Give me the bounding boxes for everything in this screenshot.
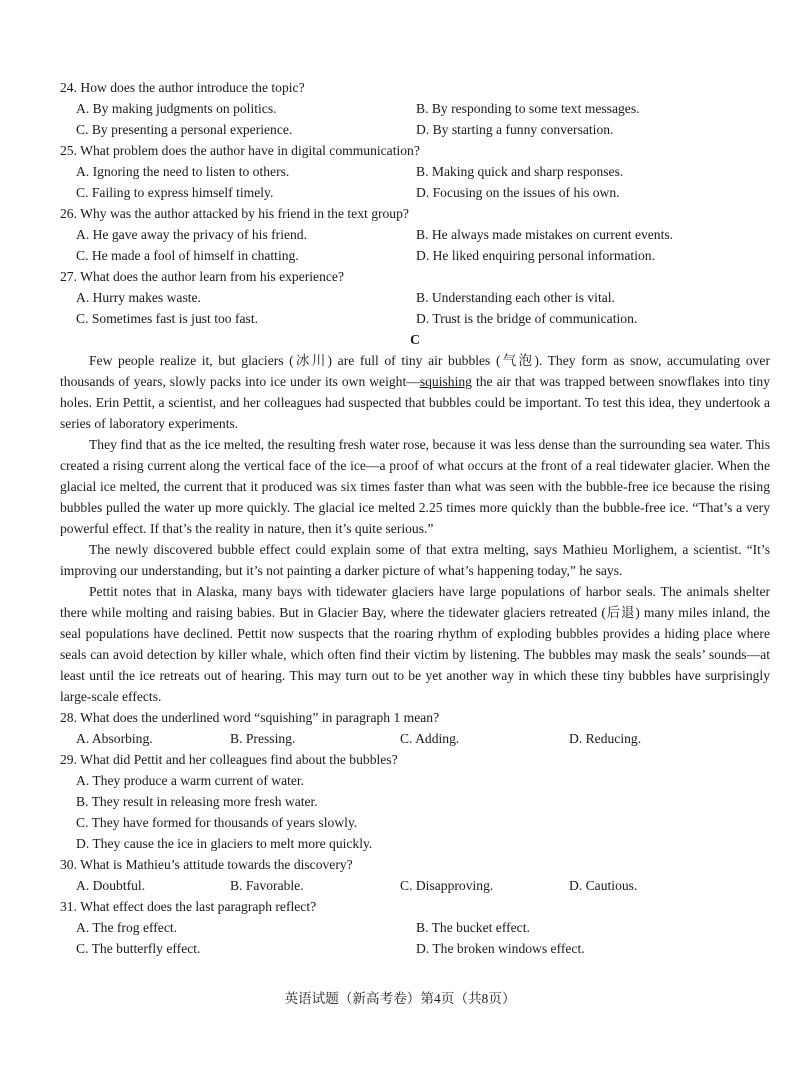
options-row	[60, 308, 770, 329]
paragraph-1-text: Few people realize it, but glaciers (冰川) are full of tiny air bubbles (气泡). They form as snow, accumulating over thousands of years, slowly packs into ice under its own weight—	[60, 353, 770, 389]
underlined-word: squishing	[419, 374, 472, 389]
option-d: D. Reducing.	[569, 731, 642, 746]
option-d: D. Focusing on the issues of his own.	[416, 185, 620, 200]
question-stem: 24. How does the author introduce the topic?	[60, 80, 305, 95]
option-b: B. The bucket effect.	[416, 920, 530, 935]
option-c: C. Adding.	[400, 731, 460, 746]
option-a: A. He gave away the privacy of his friend.	[76, 227, 308, 242]
paragraph-3: The newly discovered bubble effect could explain some of that extra melting, says Mathieu Morlighem, a scientist. “It’s improving our understanding, but it’s not painting a darker picture of what’s happening today,” he says.	[60, 542, 770, 578]
question-stem: 28. What does the underlined word “squishing” in paragraph 1 mean?	[60, 710, 440, 725]
question-27	[60, 266, 770, 329]
options-row	[60, 224, 770, 245]
option-a: A. Ignoring the need to listen to others.	[76, 164, 290, 179]
option-b: B. Favorable.	[230, 878, 304, 893]
option-a: A. By making judgments on politics.	[76, 101, 277, 116]
question-31	[60, 896, 770, 959]
option-a: A. Hurry makes waste.	[76, 290, 201, 305]
option-c: C. Disapproving.	[400, 878, 494, 893]
options-row	[60, 161, 770, 182]
option-c: C. Sometimes fast is just too fast.	[76, 311, 259, 326]
option-a: A. The frog effect.	[76, 920, 178, 935]
option-c: C. The butterfly effect.	[76, 941, 201, 956]
question-stem: 31. What effect does the last paragraph reflect?	[60, 899, 317, 914]
option-a: A. Absorbing.	[76, 731, 153, 746]
options-row	[60, 728, 770, 749]
question-stem: 27. What does the author learn from his experience?	[60, 269, 344, 284]
option-d: D. By starting a funny conversation.	[416, 122, 614, 137]
option-d: D. Trust is the bridge of communication.	[416, 311, 638, 326]
option-b: B. He always made mistakes on current events.	[416, 227, 674, 242]
question-28	[60, 707, 770, 749]
option-c: C. They have formed for thousands of years slowly.	[76, 815, 358, 830]
option-c: C. By presenting a personal experience.	[76, 122, 293, 137]
options-row	[60, 938, 770, 959]
option-a: A. They produce a warm current of water.	[76, 773, 305, 788]
paragraph-2: They find that as the ice melted, the resulting fresh water rose, because it was less dense than the surrounding sea water. This created a rising current along the vertical face of the ice—a proof of what occurs at the front of a real tidewater glacier. When the glacial ice melted, the current that it produced was six times faster than what was seen with the bubble-free ice because the rising bubbles pulled the water up more quickly. The glacial ice melted 2.25 times more quickly than the bubble-free ice. “That’s a very powerful effect. If that’s the reality in nature, then it’s quite serious.”	[60, 437, 770, 536]
option-d: D. He liked enquiring personal information.	[416, 248, 655, 263]
options-row	[60, 917, 770, 938]
option-c: C. He made a fool of himself in chatting.	[76, 248, 299, 263]
option-b: B. By responding to some text messages.	[416, 101, 640, 116]
question-stem: 25. What problem does the author have in digital communication?	[60, 143, 420, 158]
question-stem: 26. Why was the author attacked by his friend in the text group?	[60, 206, 409, 221]
question-stem: 30. What is Mathieu’s attitude towards the discovery?	[60, 857, 353, 872]
question-25	[60, 140, 770, 203]
options-row	[60, 182, 770, 203]
paragraph-1-text-end: the air that was trapped between snowflakes into tiny holes. Erin Pettit, a scientist, and her colleagues had suspected that bubbles could be important. To test this idea, they undertook a series of laboratory experiments.	[60, 374, 770, 431]
page-footer: 英语试题（新高考卷）第4页（共8页）	[284, 991, 516, 1006]
question-29	[60, 749, 770, 854]
reading-passage-c	[60, 329, 770, 707]
option-a: A. Doubtful.	[76, 878, 146, 893]
options-row	[60, 98, 770, 119]
options-row	[60, 287, 770, 308]
option-d: D. They cause the ice in glaciers to melt more quickly.	[76, 836, 373, 851]
option-b: B. Pressing.	[230, 731, 296, 746]
option-b: B. Making quick and sharp responses.	[416, 164, 624, 179]
question-30	[60, 854, 770, 896]
paragraph-4: Pettit notes that in Alaska, many bays with tidewater glaciers have large populations of harbor seals. The animals shelter there while molting and raising babies. But in Glacier Bay, where the tidewater glaciers retreated (后退) many miles inland, the seal populations have declined. Pettit now suspects that the roaring rhythm of exploding bubbles provides a hiding place where seals can avoid detection by killer whale, which often find their victim by listening. The bubbles may mask the seals’ sounds—at least until the ice retreats out of hearing. This may turn out to be yet another way in which these tiny bubbles have surprisingly large-scale effects.	[60, 584, 770, 704]
option-d: D. Cautious.	[569, 878, 638, 893]
question-26	[60, 203, 770, 266]
option-c: C. Failing to express himself timely.	[76, 185, 274, 200]
options-row	[60, 245, 770, 266]
options-row	[60, 875, 770, 896]
option-d: D. The broken windows effect.	[416, 941, 585, 956]
option-b: B. Understanding each other is vital.	[416, 290, 615, 305]
option-b: B. They result in releasing more fresh water.	[76, 794, 318, 809]
passage-heading: C	[410, 332, 420, 347]
question-stem: 29. What did Pettit and her colleagues find about the bubbles?	[60, 752, 398, 767]
options-row	[60, 119, 770, 140]
paragraph-1	[60, 350, 770, 434]
question-24	[60, 77, 770, 140]
exam-page	[60, 77, 770, 959]
